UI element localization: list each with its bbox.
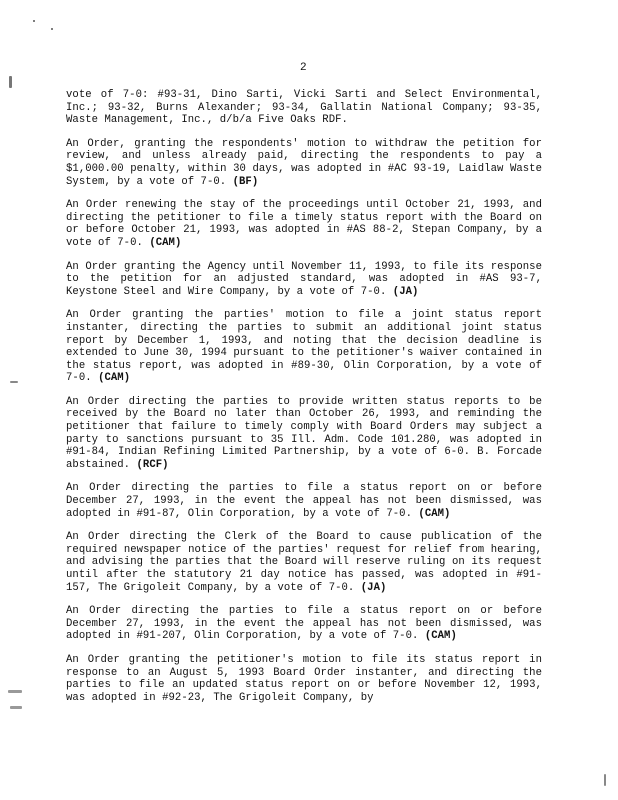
staff-initials: (JA)	[360, 581, 387, 594]
paragraph	[66, 531, 542, 594]
scan-speck	[51, 28, 53, 30]
scan-speck	[604, 774, 606, 786]
paragraph-text: vote of 7-0: #93-31, Dino Sarti, Vicki Sarti and Select Environmental, Inc.; 93-32, Burns Alexander; 93-34, Gallatin National Company; 93-35, Waste Management, Inc., d/b/a Five Oaks RDF.	[66, 89, 542, 127]
staff-initials: (CAM)	[149, 236, 182, 249]
paragraph	[66, 261, 542, 299]
staff-initials: (BF)	[232, 175, 259, 188]
paragraph-text: An Order granting the parties' motion to file a joint status report instanter, directing the parties to submit an additional joint status report by December 1, 1993, and noting that the decision deadline is extended to June 30, 1994 pursuant to the petitioner's waiver contained in the status report, was adopted in #89-30, Olin Corporation, by a vote of 7-0.	[66, 309, 542, 385]
paragraph	[66, 199, 542, 249]
document-body	[66, 89, 542, 715]
scan-speck	[10, 381, 18, 383]
paragraph	[66, 654, 542, 704]
page-number: 2	[300, 62, 307, 74]
paragraph	[66, 482, 542, 520]
staff-initials: (CAM)	[424, 630, 457, 643]
paragraph	[66, 138, 542, 188]
paragraph	[66, 89, 542, 127]
scan-speck	[33, 20, 35, 22]
paragraph-text: An Order directing the Clerk of the Board to cause publication of the required newspaper notice of the parties' request for relief from hearing, and advising the parties that the Board will reserve ruling on its request until after the statutory 21 day notice has passed, was adopted in #91-157, The Grigoleit Company, by a vote of 7-0.	[66, 531, 542, 594]
staff-initials: (CAM)	[418, 507, 451, 520]
paragraph-text: An Order granting the Agency until November 11, 1993, to file its response to the petition for an adjusted standard, was adopted in #AS 93-7, Keystone Steel and Wire Company, by a vote of 7-0.	[66, 260, 542, 298]
staff-initials: (RCF)	[136, 458, 169, 471]
paragraph-text: An Order renewing the stay of the proceedings until October 21, 1993, and directing the petitioner to file a timely status report with the Board on or before October 21, 1993, was adopted in #AS 88-2, Stepan Company, by a vote of 7-0.	[66, 199, 542, 249]
staff-initials: (JA)	[392, 285, 419, 298]
paragraph	[66, 605, 542, 643]
staff-initials: (CAM)	[98, 372, 131, 385]
paragraph	[66, 396, 542, 472]
paragraph-text: An Order directing the parties to provide written status reports to be received by the Board no later than October 26, 1993, and reminding the petitioner that failure to timely comply with Board Orders may subject a party to sanctions pursuant to 35 Ill. Adm. Code 101.280, was adopted in #91-84, Indian Refining Limited Partnership, by a vote of 6-0. B. Forcade abstained.	[66, 395, 542, 471]
paragraph-text: An Order granting the petitioner's motion to file its status report in response to an August 5, 1993 Board Order instanter, and directing the parties to file an updated status report on or before November 12, 1993, was adopted in #92-23, The Grigoleit Company, by	[66, 653, 542, 704]
scan-speck	[10, 706, 22, 709]
paragraph-text: An Order, granting the respondents' motion to withdraw the petition for review, and unless already paid, directing the respondents to pay a $1,000.00 penalty, within 30 days, was adopted in #AC 93-19, Laidlaw Waste System, by a vote of 7-0.	[66, 137, 542, 188]
scan-speck	[9, 76, 12, 88]
paragraph-text: An Order directing the parties to file a status report on or before December 27, 1993, in the event the appeal has not been dismissed, was adopted in #91-87, Olin Corporation, by a vote of 7-0.	[66, 482, 542, 520]
paragraph-text: An Order directing the parties to file a status report on or before December 27, 1993, in the event the appeal has not been dismissed, was adopted in #91-207, Olin Corporation, by a vote of 7-0.	[66, 605, 542, 643]
paragraph	[66, 309, 542, 385]
scan-speck	[8, 690, 22, 693]
